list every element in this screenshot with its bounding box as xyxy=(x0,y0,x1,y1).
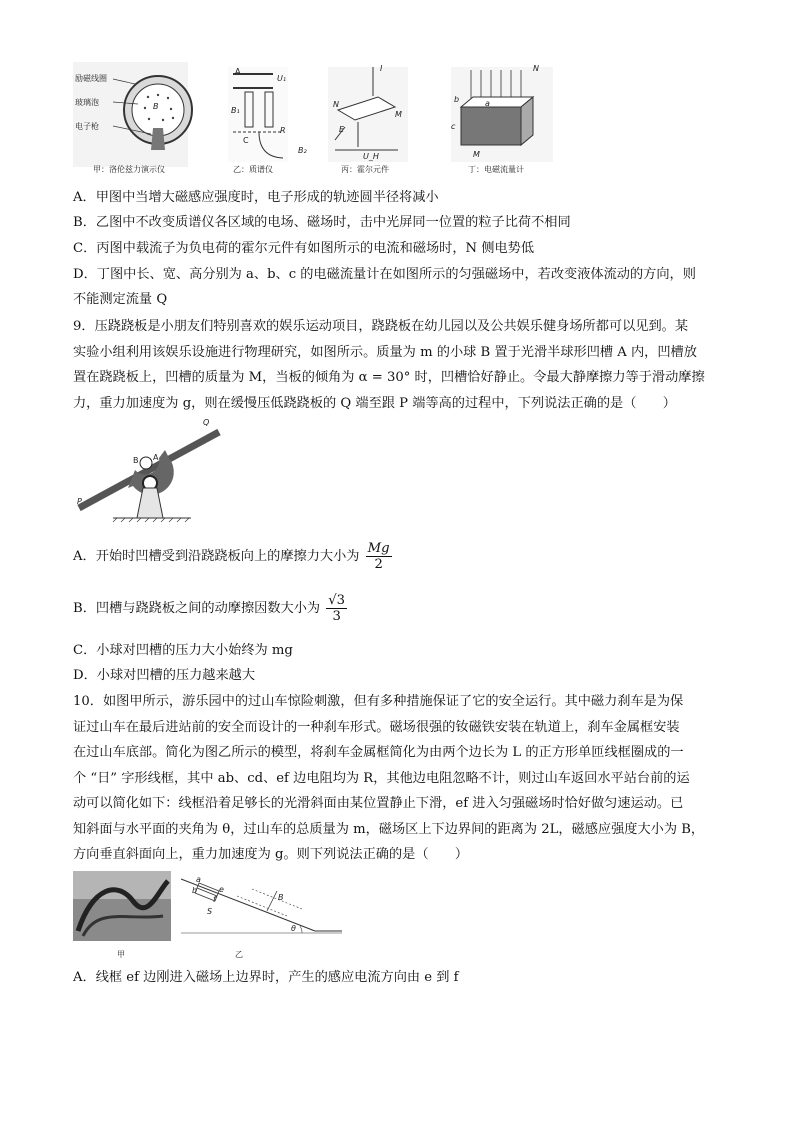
fraction-denominator: 3 xyxy=(332,609,341,624)
letter-B2: B₂ xyxy=(298,146,307,155)
letter-M: M xyxy=(395,110,402,119)
q9-option-a xyxy=(73,538,392,576)
q10-stem-5: 动可以简化如下：线框沿着足够长的光滑斜面由某位置静止下滑，ef 进入匀强磁场时恰好做匀速运动。已 xyxy=(73,796,684,811)
caption-yi: 乙 xyxy=(235,950,243,959)
fraction-denominator: 2 xyxy=(374,557,383,572)
incline-diagram xyxy=(177,871,342,941)
caption-ding: 丁：电磁流量计 xyxy=(468,165,524,174)
q9-option-a-text: A．开始时凹槽受到沿跷跷板向上的摩擦力大小为 xyxy=(73,549,360,564)
q9-option-b-text: B．凹槽与跷跷板之间的动摩擦因数大小为 xyxy=(73,601,321,616)
caption-yi: 乙：质谱仪 xyxy=(233,165,273,174)
q9-stem-3: 置在跷跷板上，凹槽的质量为 M，当板的倾角为 α = 30° 时，凹槽恰好静止。令最大静摩擦力等于滑动摩擦 xyxy=(73,370,705,385)
letter-b: b xyxy=(454,95,460,104)
q8-option-a: A．甲图中当增大磁感应强度时，电子形成的轨迹圆半径将减小 xyxy=(73,190,439,205)
q10-stem-4: 个 “日” 字形线框，其中 ab、cd、ef 边电阻均为 R，其他边电阻忽略不计，则过山车返回水平站台前的运 xyxy=(73,771,690,786)
seesaw-label-P: P xyxy=(77,497,82,506)
fraction-numerator: Mg xyxy=(367,541,390,556)
letter-N: N xyxy=(333,100,339,109)
q10-stem-2: 证过山车在最后进站前的安全而设计的一种刹车形式。磁场很强的钕磁铁安装在轨道上，刹车金属框安装 xyxy=(73,720,680,735)
q9-stem-4: 力，重力加速度为 g，则在缓慢压低跷跷板的 Q 端至跟 P 端等高的过程中，下列说法正确的是（ ） xyxy=(73,396,676,411)
incline-label-S: S xyxy=(207,907,213,916)
fraction-mg-over-2 xyxy=(366,541,392,572)
letter-A: A xyxy=(235,67,241,76)
seesaw-label-Q: Q xyxy=(203,418,210,427)
figure-seesaw xyxy=(73,418,225,524)
letter-N-flow: N xyxy=(533,64,539,73)
incline-label-B: B xyxy=(278,893,284,902)
q9-option-d: D．小球对凹槽的压力越来越大 xyxy=(73,668,256,683)
q9-option-b xyxy=(73,590,347,628)
figure-rollercoaster xyxy=(73,871,343,961)
incline-label-a: a xyxy=(196,875,201,884)
fraction-sqrt3-over-3 xyxy=(326,593,347,624)
fraction-numerator: √3 xyxy=(328,593,346,608)
letter-M-flow: M xyxy=(473,150,480,159)
apparatus-drawings xyxy=(73,62,553,180)
caption-jia: 甲 xyxy=(117,950,125,959)
incline-label-theta: θ xyxy=(291,924,296,933)
incline-label-f: f xyxy=(213,895,216,904)
letter-U1: U₁ xyxy=(277,74,287,83)
q8-option-b: B．乙图中不改变质谱仪各区域的电场、磁场时，击中光屏同一位置的粒子比荷不相同 xyxy=(73,215,571,230)
letter-C: C xyxy=(243,136,249,145)
letter-B1: B₁ xyxy=(231,106,240,115)
q9-stem-2: 实验小组利用该娱乐设施进行物理研究，如图所示。质量为 m 的小球 B 置于光滑半球形凹槽 A 内，凹槽放 xyxy=(73,345,697,360)
q8-option-c: C．丙图中载流子为负电荷的霍尔元件有如图所示的电流和磁场时，N 侧电势低 xyxy=(73,241,535,256)
letter-I: I xyxy=(380,64,383,73)
letter-a: a xyxy=(485,99,490,108)
letter-UH: U_H xyxy=(363,152,379,161)
q10-stem-1: 10．如图甲所示，游乐园中的过山车惊险刺激，但有多种措施保证了它的安全运行。其中磁力刹车是为保 xyxy=(73,694,684,709)
q10-stem-6: 知斜面与水平面的夹角为 θ，过山车的总质量为 m，磁场区上下边界间的距离为 2L，磁感应强度大小为 B， xyxy=(73,822,705,837)
incline-label-b: b xyxy=(192,886,198,895)
letter-E: E xyxy=(339,125,345,134)
q8-option-d-cont: 不能测定流量 Q xyxy=(73,292,168,307)
letter-B: B xyxy=(153,102,159,111)
incline-label-e: e xyxy=(219,885,224,894)
figure-apparatus xyxy=(73,62,553,180)
q9-stem-1: 9．压跷跷板是小朋友们特别喜欢的娱乐运动项目，跷跷板在幼儿园以及公共娱乐健身场所都可以见到。某 xyxy=(73,319,689,334)
q8-option-d: D．丁图中长、宽、高分别为 a、b、c 的电磁流量计在如图所示的匀强磁场中，若改变液体流动的方向，则 xyxy=(73,267,696,282)
caption-jia: 甲：洛伦兹力演示仪 xyxy=(93,165,165,174)
q9-option-c: C．小球对凹槽的压力大小始终为 mg xyxy=(73,643,293,658)
q10-stem-3: 在过山车底部。简化为图乙所示的模型，将刹车金属框简化为由两个边长为 L 的正方形单匝线框圈成的一 xyxy=(73,745,684,760)
label-electron-gun: 电子枪 xyxy=(75,122,99,131)
rollercoaster-photo xyxy=(73,871,171,941)
label-glass-bulb: 玻璃泡 xyxy=(75,98,99,107)
letter-c: c xyxy=(451,122,456,131)
letter-R: R xyxy=(280,126,286,135)
q10-stem-7: 方向垂直斜面向上，重力加速度为 g。则下列说法正确的是（ ） xyxy=(73,847,469,862)
seesaw-label-B: B xyxy=(133,456,139,465)
caption-bing: 丙：霍尔元件 xyxy=(341,165,389,174)
seesaw-label-A: A xyxy=(153,453,159,462)
label-excitation-coil: 励磁线圈 xyxy=(75,74,107,83)
seesaw-drawing xyxy=(73,418,225,524)
q10-option-a: A．线框 ef 边刚进入磁场上边界时，产生的感应电流方向由 e 到 f xyxy=(73,970,459,985)
